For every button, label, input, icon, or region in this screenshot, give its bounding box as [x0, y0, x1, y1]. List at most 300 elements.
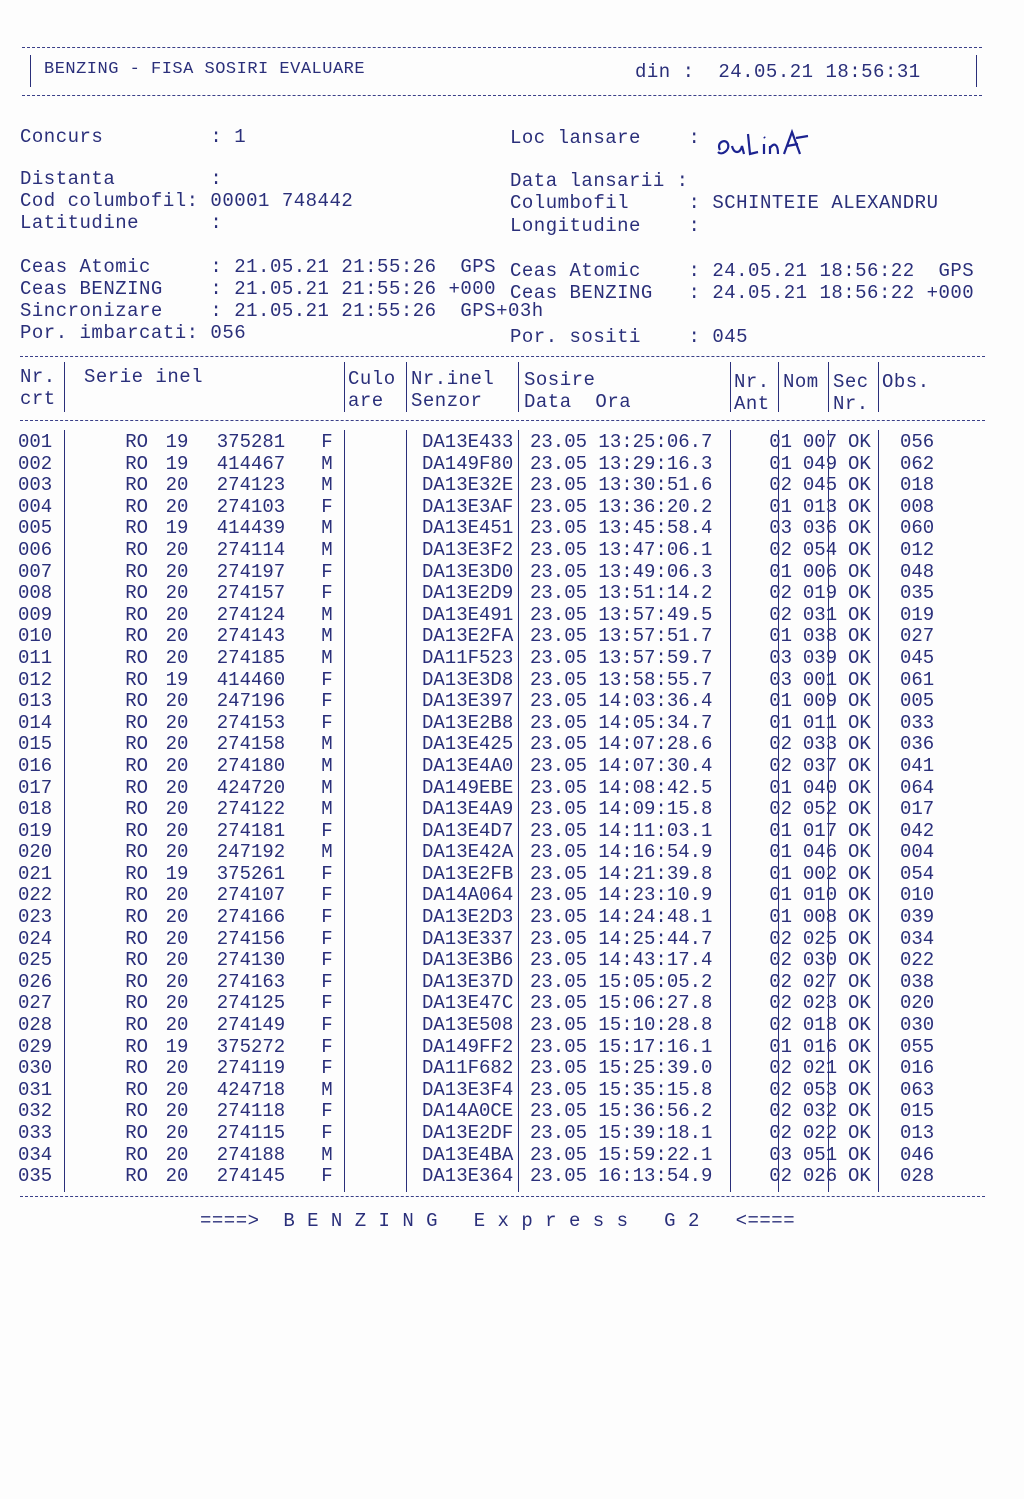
longitudine-line: Longitudine :: [510, 215, 701, 237]
footer-brand: ====> B E N Z I N G E x p r e s s G 2 <====: [200, 1210, 796, 1232]
row-ant: 01: [769, 711, 792, 734]
row-obs: 019: [900, 603, 935, 626]
row-country: RO: [125, 798, 148, 821]
row-sensor: DA13E397: [422, 690, 514, 713]
row-year: 20: [165, 1100, 189, 1123]
row-nom: 013: [802, 495, 838, 518]
row-nr: 023: [18, 906, 53, 929]
row-nom: 037: [802, 754, 838, 777]
row-obs: 036: [900, 733, 935, 756]
row-nr: 003: [18, 474, 53, 497]
table-row: [18, 562, 980, 584]
row-sex: F: [321, 992, 333, 1015]
row-arrival: 23.05 13:30:51.6: [530, 474, 713, 497]
row-ant: 02: [769, 582, 792, 605]
row-nr: 031: [18, 1078, 53, 1101]
row-arrival: 23.05 14:07:28.6: [530, 733, 713, 756]
row-ring: 274114: [216, 538, 286, 561]
row-obs: 028: [900, 1165, 935, 1188]
row-obs: 062: [900, 452, 935, 475]
row-obs: 035: [900, 582, 935, 605]
row-sensor: DA13E337: [422, 927, 514, 950]
row-ant: 02: [769, 1078, 792, 1101]
row-ant: 02: [769, 1122, 792, 1144]
row-obs: 004: [900, 841, 935, 864]
row-sensor: DA13E4D7: [422, 819, 514, 842]
table-row: [18, 626, 980, 648]
row-sensor: DA13E4A0: [422, 754, 514, 777]
row-ring: 274163: [216, 970, 286, 993]
row-sensor: DA13E2FA: [422, 625, 514, 648]
row-sec: OK: [848, 538, 871, 561]
row-sec: OK: [848, 927, 871, 950]
row-year: 20: [165, 538, 189, 561]
row-sex: M: [321, 841, 333, 864]
table-row: [18, 972, 980, 994]
row-year: 20: [165, 819, 189, 842]
row-ant: 03: [769, 1143, 792, 1166]
row-nom: 027: [802, 970, 838, 993]
row-sex: F: [321, 949, 333, 972]
row-sex: F: [321, 862, 333, 885]
row-color: [358, 475, 418, 497]
col-sep: [730, 362, 731, 412]
row-sensor: DA149F80: [422, 452, 514, 475]
row-arrival: 23.05 14:11:03.1: [530, 819, 713, 842]
row-arrival: 23.05 14:21:39.8: [530, 862, 713, 885]
ceas-atomic-left: Ceas Atomic : 21.05.21 21:55:26 GPS: [20, 256, 497, 278]
table-row: [18, 1145, 980, 1167]
row-ring: 274156: [216, 927, 286, 950]
row-nom: 046: [802, 841, 838, 864]
row-ring: 247192: [216, 841, 286, 864]
row-sensor: DA13E425: [422, 733, 514, 756]
row-sec: OK: [848, 949, 871, 972]
table-row: [18, 518, 980, 540]
row-sec: OK: [848, 668, 871, 691]
hdr-nom: Nom: [783, 371, 819, 393]
row-sex: F: [321, 582, 333, 605]
row-nr: 021: [18, 862, 53, 885]
row-sec: OK: [848, 1078, 871, 1101]
row-nr: 033: [18, 1122, 53, 1144]
row-ring: 274153: [216, 711, 286, 734]
row-ant: 01: [769, 690, 792, 713]
row-obs: 030: [900, 1014, 935, 1037]
row-nr: 025: [18, 949, 53, 972]
row-year: 20: [165, 1165, 189, 1188]
row-year: 20: [165, 711, 189, 734]
table-row: [18, 756, 980, 778]
row-country: RO: [125, 1143, 148, 1166]
row-nom: 040: [802, 776, 838, 799]
row-ant: 02: [769, 1014, 792, 1037]
row-ring: 274115: [216, 1122, 286, 1144]
row-sex: M: [321, 754, 333, 777]
row-arrival: 23.05 13:57:51.7: [530, 625, 713, 648]
row-nom: 045: [802, 474, 838, 497]
row-sex: M: [321, 1078, 333, 1101]
row-nom: 022: [802, 1122, 838, 1144]
row-sensor: DA149EBE: [422, 776, 514, 799]
row-ring: 274158: [216, 733, 286, 756]
row-ant: 03: [769, 646, 792, 669]
row-sec: OK: [848, 646, 871, 669]
table-row: [18, 691, 980, 713]
table-row: [18, 540, 980, 562]
row-ant: 02: [769, 798, 792, 821]
row-sex: F: [321, 1014, 333, 1037]
row-arrival: 23.05 13:51:14.2: [530, 582, 713, 605]
row-country: RO: [125, 992, 148, 1015]
hdr-crt: crt: [20, 388, 56, 410]
row-ant: 02: [769, 949, 792, 972]
row-nom: 025: [802, 927, 838, 950]
table-row: [18, 432, 980, 454]
row-country: RO: [125, 733, 148, 756]
row-country: RO: [125, 1122, 148, 1144]
row-country: RO: [125, 452, 148, 475]
row-color: [358, 885, 418, 907]
row-ant: 02: [769, 1100, 792, 1123]
row-ring: 375281: [216, 431, 286, 453]
row-arrival: 23.05 15:36:56.2: [530, 1100, 713, 1123]
row-sex: F: [321, 884, 333, 907]
hdr-data-ora: Data Ora: [524, 391, 632, 413]
row-obs: 055: [900, 1035, 935, 1058]
row-ant: 01: [769, 495, 792, 518]
row-sensor: DA13E3D8: [422, 668, 514, 691]
row-ant: 02: [769, 1057, 792, 1080]
row-sec: OK: [848, 603, 871, 626]
row-sex: F: [321, 495, 333, 518]
row-sex: F: [321, 906, 333, 929]
hdr-senzor: Senzor: [411, 390, 483, 412]
col-sep: [344, 362, 345, 412]
row-sex: F: [321, 927, 333, 950]
distanta-line: Distanta :: [20, 168, 223, 190]
row-ant: 01: [769, 452, 792, 475]
table-row: [18, 929, 980, 951]
row-color: [358, 778, 418, 800]
row-ant: 01: [769, 776, 792, 799]
row-color: [358, 648, 418, 670]
row-nr: 004: [18, 495, 53, 518]
table-row: [18, 864, 980, 886]
row-sec: OK: [848, 798, 871, 821]
row-color: [358, 454, 418, 476]
row-year: 20: [165, 1122, 189, 1144]
row-country: RO: [125, 1165, 148, 1188]
row-ant: 01: [769, 1035, 792, 1058]
row-year: 20: [165, 474, 189, 497]
table-row: [18, 713, 980, 735]
row-ant: 01: [769, 884, 792, 907]
row-sensor: DA13E2DF: [422, 1122, 514, 1144]
row-sensor: DA13E433: [422, 431, 514, 453]
row-nom: 007: [802, 431, 838, 453]
row-year: 20: [165, 646, 189, 669]
row-nr: 035: [18, 1165, 53, 1188]
row-color: [358, 993, 418, 1015]
row-sec: OK: [848, 884, 871, 907]
row-nr: 009: [18, 603, 53, 626]
row-nr: 013: [18, 690, 53, 713]
row-year: 20: [165, 495, 189, 518]
row-nr: 028: [18, 1014, 53, 1037]
row-color: [358, 972, 418, 994]
ceas-benzing-left: Ceas BENZING : 21.05.21 21:55:26 +000: [20, 278, 497, 300]
row-ring: 274107: [216, 884, 286, 907]
row-ring: 414439: [216, 517, 286, 540]
hdr-sosire: Sosire: [524, 369, 596, 391]
table-row: [18, 1101, 980, 1123]
row-color: [358, 1080, 418, 1102]
row-nom: 036: [802, 517, 838, 540]
row-arrival: 23.05 13:47:06.1: [530, 538, 713, 561]
row-year: 20: [165, 798, 189, 821]
row-sensor: DA13E2D3: [422, 906, 514, 929]
row-obs: 064: [900, 776, 935, 799]
row-country: RO: [125, 862, 148, 885]
row-arrival: 23.05 13:57:59.7: [530, 646, 713, 669]
row-arrival: 23.05 14:03:36.4: [530, 690, 713, 713]
row-sec: OK: [848, 452, 871, 475]
row-ant: 02: [769, 603, 792, 626]
row-sex: F: [321, 1035, 333, 1058]
data-lansarii-line: Data lansarii :: [510, 170, 689, 192]
header-bottom-border: [22, 95, 982, 96]
row-nr: 018: [18, 798, 53, 821]
table-row: [18, 670, 980, 692]
table-row: [18, 950, 980, 972]
row-ring: 274188: [216, 1143, 286, 1166]
row-ring: 274103: [216, 495, 286, 518]
row-arrival: 23.05 14:09:15.8: [530, 798, 713, 821]
table-row: [18, 1015, 980, 1037]
row-obs: 015: [900, 1100, 935, 1123]
table-row: [18, 885, 980, 907]
row-country: RO: [125, 625, 148, 648]
row-sex: F: [321, 970, 333, 993]
row-sensor: DA13E451: [422, 517, 514, 540]
row-color: [358, 713, 418, 735]
table-header-bottom-border: [20, 420, 985, 421]
row-obs: 022: [900, 949, 935, 972]
row-sex: F: [321, 1057, 333, 1080]
row-ring: 414467: [216, 452, 286, 475]
row-sensor: DA13E364: [422, 1165, 514, 1188]
row-sex: M: [321, 798, 333, 821]
row-ant: 01: [769, 841, 792, 864]
row-country: RO: [125, 1078, 148, 1101]
row-obs: 060: [900, 517, 935, 540]
row-arrival: 23.05 14:05:34.7: [530, 711, 713, 734]
row-nom: 039: [802, 646, 838, 669]
arrivals-table: [18, 432, 980, 1188]
table-row: [18, 907, 980, 929]
sheet-date: [635, 61, 921, 83]
header-top-border: [22, 47, 982, 48]
row-country: RO: [125, 776, 148, 799]
row-obs: 061: [900, 668, 935, 691]
row-ant: 03: [769, 517, 792, 540]
table-row: [18, 993, 980, 1015]
row-ant: 02: [769, 474, 792, 497]
col-sep: [778, 362, 779, 412]
table-row: [18, 778, 980, 800]
row-sensor: DA13E32E: [422, 474, 514, 497]
row-arrival: 23.05 13:49:06.3: [530, 560, 713, 583]
row-obs: 056: [900, 431, 935, 453]
hdr-are: are: [348, 390, 384, 412]
row-obs: 048: [900, 560, 935, 583]
row-ring: 375261: [216, 862, 286, 885]
row-year: 20: [165, 754, 189, 777]
row-country: RO: [125, 495, 148, 518]
row-sec: OK: [848, 819, 871, 842]
hdr-nr-inel: Nr.inel: [411, 368, 495, 390]
row-country: RO: [125, 517, 148, 540]
row-ring: 274180: [216, 754, 286, 777]
row-nr: 016: [18, 754, 53, 777]
row-country: RO: [125, 646, 148, 669]
row-nr: 005: [18, 517, 53, 540]
row-nom: 017: [802, 819, 838, 842]
row-sec: OK: [848, 1035, 871, 1058]
row-nom: 002: [802, 862, 838, 885]
row-sex: M: [321, 776, 333, 799]
hdr-culo: Culo: [348, 368, 396, 390]
row-obs: 012: [900, 538, 935, 561]
row-country: RO: [125, 431, 148, 453]
row-ant: 01: [769, 431, 792, 453]
ceas-atomic-right: Ceas Atomic : 24.05.21 18:56:22 GPS: [510, 260, 975, 282]
col-sep: [406, 362, 407, 412]
row-year: 20: [165, 949, 189, 972]
row-color: [358, 540, 418, 562]
row-sex: M: [321, 646, 333, 669]
row-color: [358, 518, 418, 540]
row-sex: F: [321, 560, 333, 583]
row-color: [358, 907, 418, 929]
row-obs: 033: [900, 711, 935, 734]
row-year: 20: [165, 1014, 189, 1037]
row-ring: 274124: [216, 603, 286, 626]
row-color: [358, 929, 418, 951]
row-nr: 006: [18, 538, 53, 561]
row-sec: OK: [848, 862, 871, 885]
row-nr: 024: [18, 927, 53, 950]
table-row: [18, 1080, 980, 1102]
row-ring: 274119: [216, 1057, 286, 1080]
row-sex: M: [321, 625, 333, 648]
row-obs: 005: [900, 690, 935, 713]
row-sec: OK: [848, 1057, 871, 1080]
table-row: [18, 1037, 980, 1059]
row-nr: 034: [18, 1143, 53, 1166]
row-ring: 274185: [216, 646, 286, 669]
row-arrival: 23.05 14:43:17.4: [530, 949, 713, 972]
row-sex: M: [321, 517, 333, 540]
row-obs: 042: [900, 819, 935, 842]
row-nr: 012: [18, 668, 53, 691]
table-header-top-border: [20, 356, 985, 357]
row-ring: 274122: [216, 798, 286, 821]
row-arrival: 23.05 13:29:16.3: [530, 452, 713, 475]
row-ring: 424718: [216, 1078, 286, 1101]
row-year: 20: [165, 927, 189, 950]
row-nr: 027: [18, 992, 53, 1015]
row-ring: 274145: [216, 1165, 286, 1188]
row-color: [358, 691, 418, 713]
row-nom: 026: [802, 1165, 838, 1188]
row-sex: M: [321, 603, 333, 626]
row-country: RO: [125, 754, 148, 777]
table-row: [18, 842, 980, 864]
row-nr: 029: [18, 1035, 53, 1058]
row-nr: 032: [18, 1100, 53, 1123]
row-sec: OK: [848, 431, 871, 453]
row-nom: 021: [802, 1057, 838, 1080]
row-year: 20: [165, 841, 189, 864]
row-obs: 017: [900, 798, 935, 821]
row-obs: 027: [900, 625, 935, 648]
row-sex: M: [321, 538, 333, 561]
row-sex: F: [321, 431, 333, 453]
row-sensor: DA14A064: [422, 884, 514, 907]
row-sex: F: [321, 668, 333, 691]
row-ring: 274130: [216, 949, 286, 972]
sheet-title: BENZING - FISA SOSIRI EVALUARE: [44, 60, 366, 79]
row-year: 20: [165, 603, 189, 626]
row-nr: 011: [18, 646, 53, 669]
row-year: 20: [165, 776, 189, 799]
row-arrival: 23.05 15:25:39.0: [530, 1057, 713, 1080]
columbofil-line: Columbofil : SCHINTEIE ALEXANDRU: [510, 192, 939, 214]
hdr-serie-inel: Serie inel: [84, 366, 204, 388]
row-year: 20: [165, 625, 189, 648]
hdr-sec: Sec: [833, 371, 869, 393]
row-nom: 008: [802, 906, 838, 929]
row-sex: M: [321, 733, 333, 756]
row-year: 19: [165, 431, 189, 453]
por-sositi-line: Por. sositi : 045: [510, 326, 749, 348]
row-color: [358, 1101, 418, 1123]
row-sec: OK: [848, 754, 871, 777]
row-year: 20: [165, 884, 189, 907]
row-ant: 02: [769, 1165, 792, 1188]
row-ant: 02: [769, 970, 792, 993]
row-sensor: DA149FF2: [422, 1035, 514, 1058]
row-arrival: 23.05 14:16:54.9: [530, 841, 713, 864]
row-obs: 046: [900, 1143, 935, 1166]
table-row: [18, 1123, 980, 1145]
row-country: RO: [125, 1014, 148, 1037]
row-obs: 041: [900, 754, 935, 777]
header-left-border: [30, 55, 31, 87]
header-right-border: [976, 55, 977, 87]
row-ring: 274118: [216, 1100, 286, 1123]
row-arrival: 23.05 15:10:28.8: [530, 1014, 713, 1037]
row-color: [358, 432, 418, 454]
table-row: [18, 1166, 980, 1188]
row-ant: 02: [769, 733, 792, 756]
row-color: [358, 605, 418, 627]
row-obs: 018: [900, 474, 935, 497]
row-country: RO: [125, 603, 148, 626]
row-ring: 274143: [216, 625, 286, 648]
